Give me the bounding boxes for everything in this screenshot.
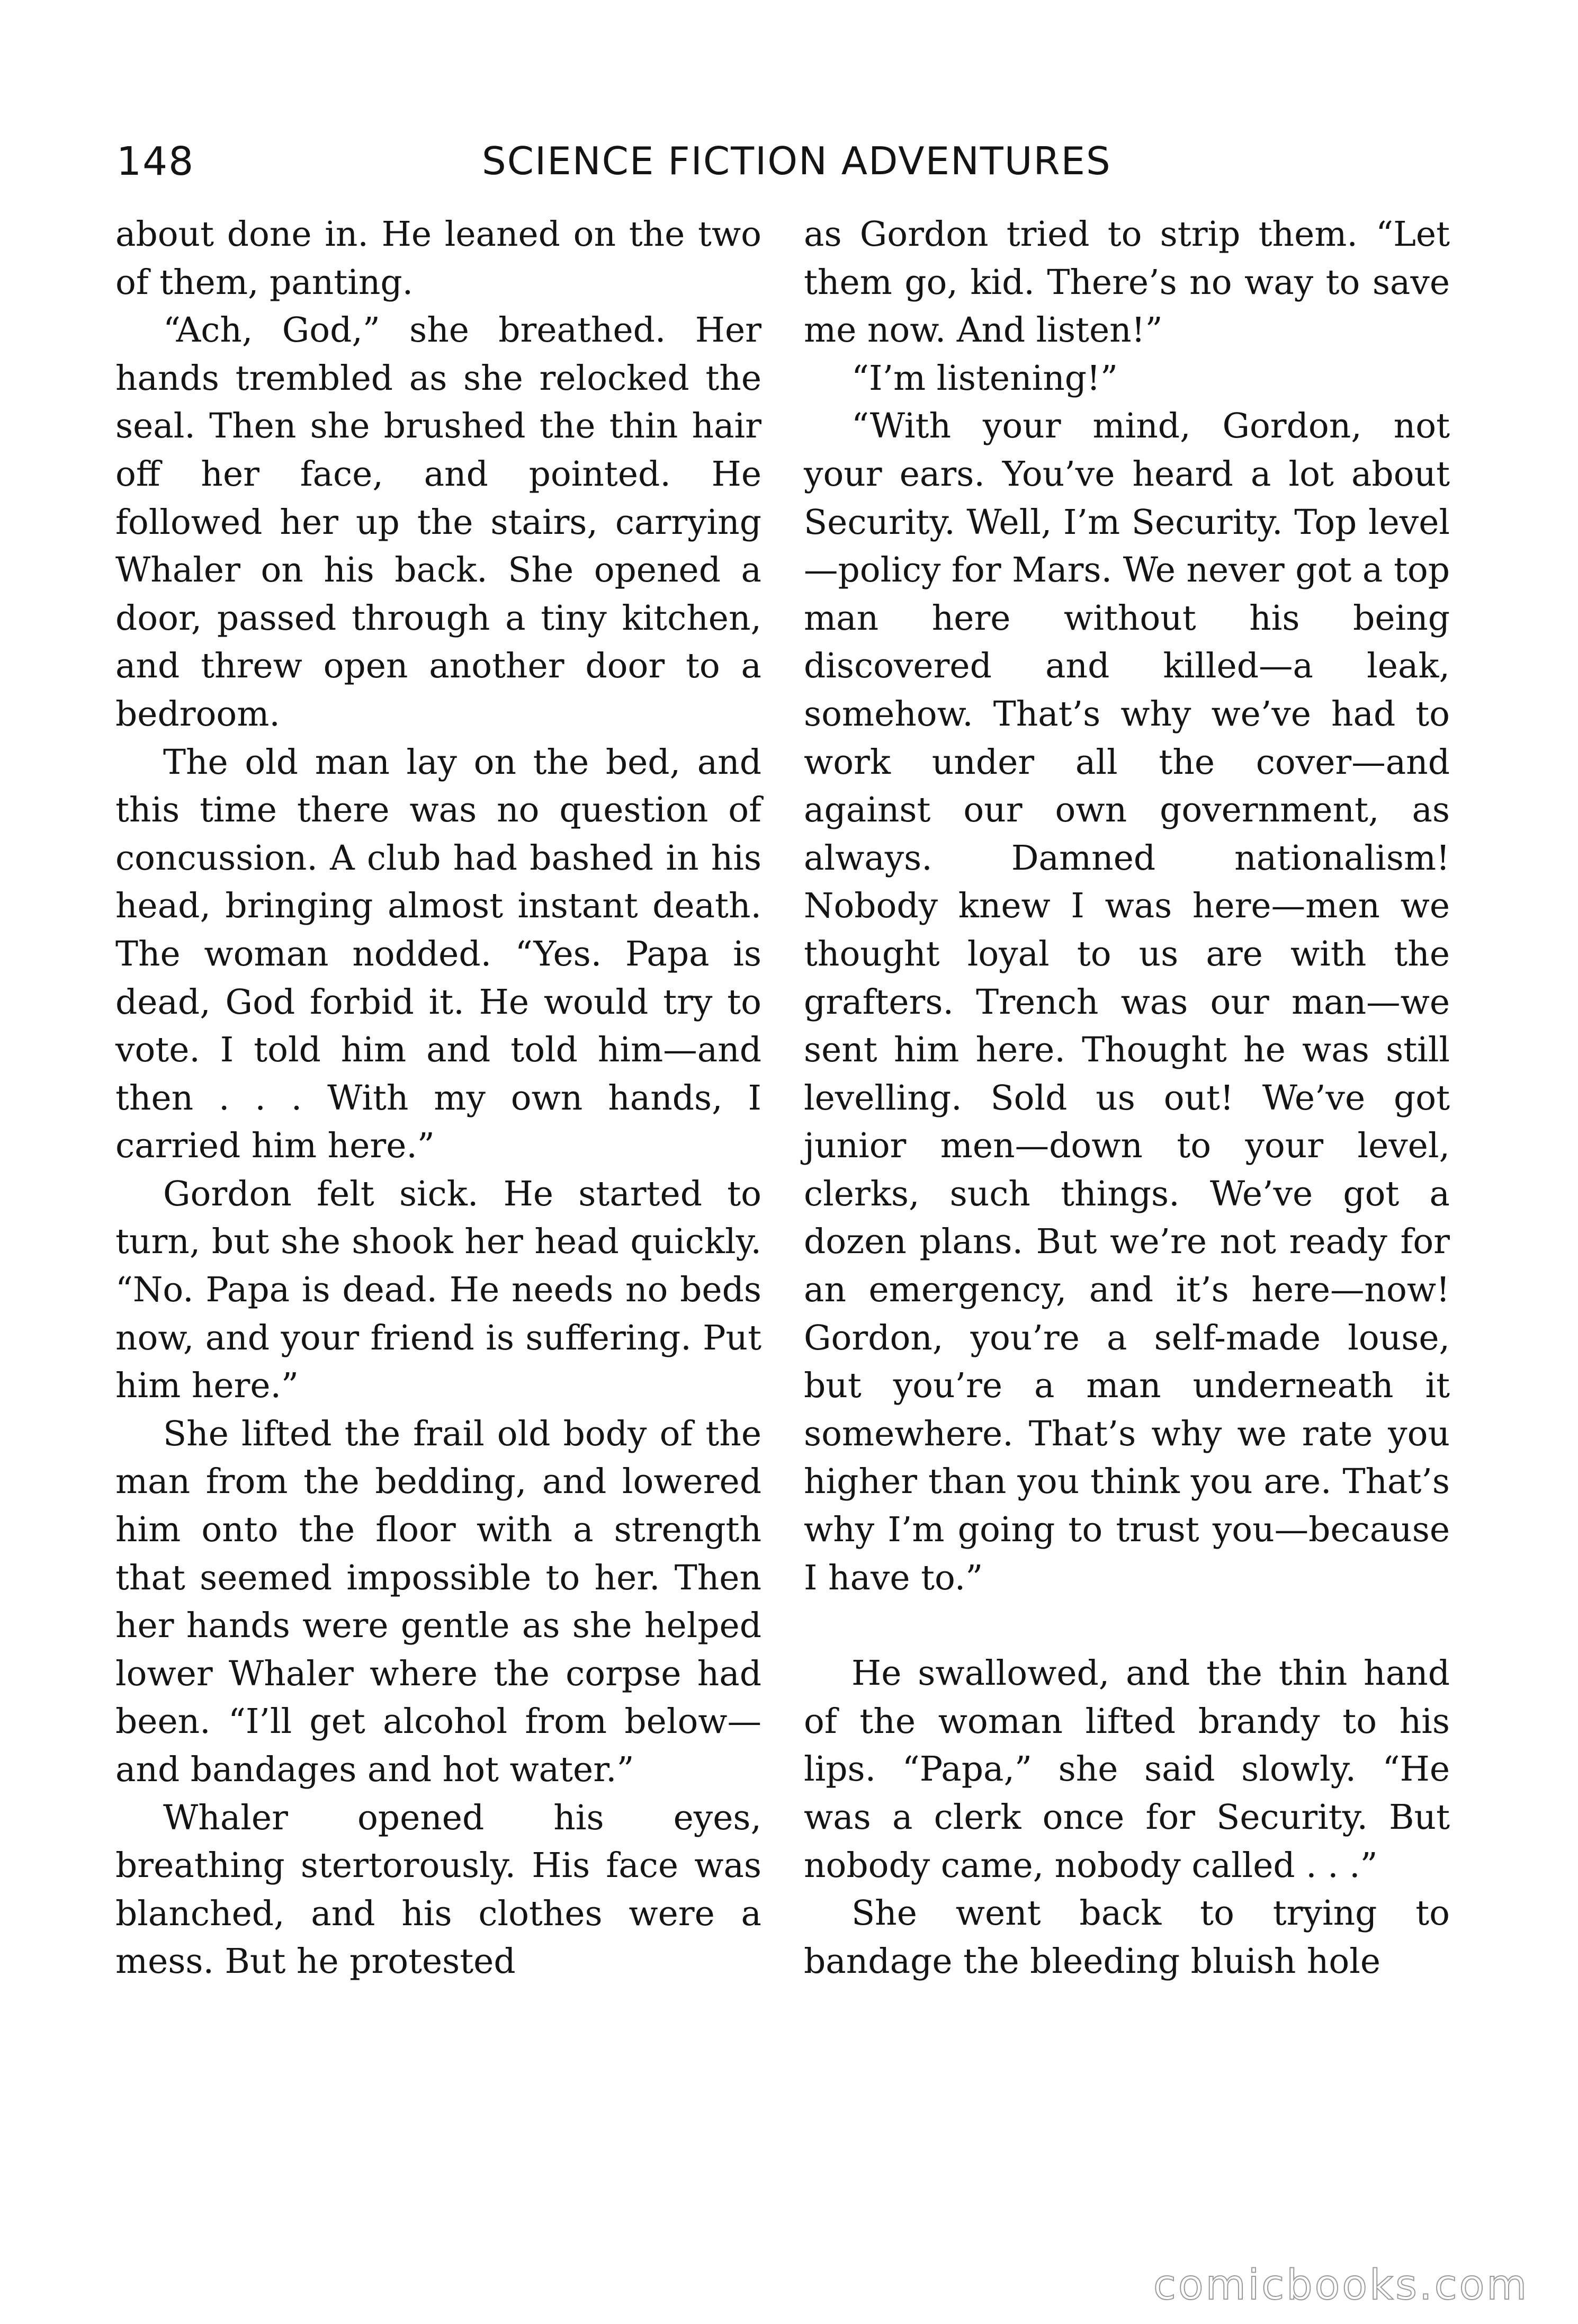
paragraph: “With your mind, Gordon, not your ears. You’ve heard a lot about Security. Well, I’m Security. Top level—policy for Mars. We never got a top man here without his being discovered and killed—a leak, somehow. That’s why we’ve had to work under all the cover—and against our own government, as always. Damned nationalism! Nobody knew I was here—men we thought loyal to us are with the grafters. Trench was our man—we sent him here. Thought he was still levelling. Sold us out! We’ve got junior men—down to your level, clerks, such things. We’ve got a dozen plans. But we’re not ready for an emergency, and it’s here—now! Gordon, you’re a self-made louse, but you’re a man underneath it somewhere. That’s why we rate you higher than you think you are. That’s why I’m going to trust you—because I have to.” <box>804 406 1450 1598</box>
paragraph: Gordon felt sick. He started to turn, but she shook her head quickly. “No. Papa is dead. He needs no beds now, and your friend is suffering. Put him here.” <box>115 1174 761 1406</box>
paragraph: as Gordon tried to strip them. “Let them go, kid. There’s no way to save me now. And listen!” <box>804 214 1450 351</box>
paragraph: “I’m listening!” <box>851 358 1118 398</box>
section-break <box>804 1602 1450 1650</box>
paragraph: Whaler opened his eyes, breathing stertorously. His face was blanched, and his clothes were a mess. But he protested <box>115 1798 761 1982</box>
right-column <box>804 211 1450 1986</box>
page-number: 148 <box>116 139 195 184</box>
paragraph: The old man lay on the bed, and this time there was no question of concussion. A club had bashed in his head, bringing almost instant death. The woman nodded. “Yes. Papa is dead, God forbid it. He would try to vote. I told him and told him—and then . . . With my own hands, I carried him here.” <box>115 742 761 1166</box>
paragraph: She went back to trying to bandage the bleeding bluish hole <box>804 1893 1450 1981</box>
paragraph: about done in. He leaned on the two of them, panting. <box>115 214 761 302</box>
paragraph: He swallowed, and the thin hand of the woman lifted brandy to his lips. “Papa,” she said slowly. “He was a clerk once for Security. But nobody came, nobody called . . .” <box>804 1653 1450 1885</box>
left-column <box>115 211 761 1986</box>
paragraph: “Ach, God,” she breathed. Her hands trembled as she relocked the seal. Then she brushed the thin hair off her face, and pointed. He followed her up the stairs, carrying Whaler on his back. She opened a door, passed through a tiny kitchen, and threw open another door to a bedroom. <box>115 310 761 734</box>
running-title: SCIENCE FICTION ADVENTURES <box>482 139 1111 183</box>
watermark-logo: comicbooks.com <box>1153 2262 1529 2309</box>
paragraph: She lifted the frail old body of the man from the bedding, and lowered him onto the floor with a strength that seemed impossible to her. Then her hands were gentle as she helped lower Whaler where the corpse had been. “I’ll get alcohol from below—and bandages and hot water.” <box>115 1414 761 1790</box>
page-header <box>116 139 1440 197</box>
